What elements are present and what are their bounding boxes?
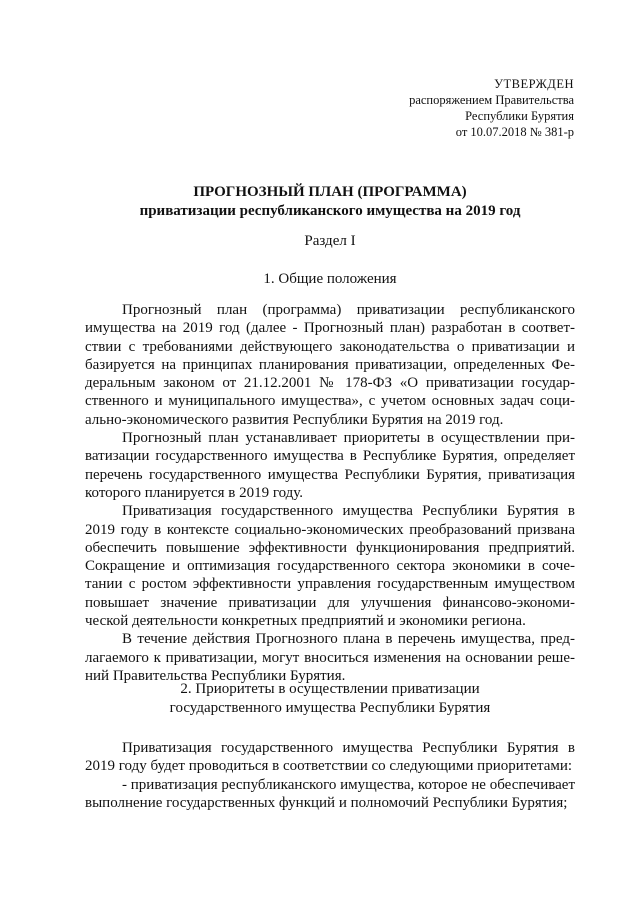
approval-issuer-region: Республики Бурятия — [465, 109, 574, 123]
approval-issuer: распоряжением Правительства — [409, 93, 574, 107]
paragraph: В течение действия Прогнозного плана в перечень имущества, предлагаемого к приватизации, могут вноситься изменения на основании решений Правительства Республики Бурятия. — [85, 631, 575, 684]
subsection-2-body — [85, 739, 575, 812]
subsection-2-title-line-2: государственного имущества Республики Бурятия — [169, 700, 491, 716]
approval-title: УТВЕРЖДЕН — [494, 77, 574, 91]
subsection-2-title — [85, 680, 575, 718]
document-title — [85, 183, 575, 221]
approval-stamp — [314, 76, 574, 140]
subsection-2-title-line-1: 2. Приоритеты в осуществлении приватизации — [180, 681, 480, 697]
paragraph: Приватизация государственного имущества Республики Бурятия в 2019 году в контексте социально-экономических преобразований призвана обеспечить повышение эффективности функционирования предприятий. Сокращение и оптимизация государственного сектора экономики в сочетании с ростом эффективности управления государственным имуществом повышает значение приватизации для улучшения финансово-экономической деятельности конкретных предприятий и экономики региона. — [85, 503, 575, 630]
paragraph: Прогнозный план (программа) приватизации республиканского имущества на 2019 год (далее - Прогнозный план) разработан в соответствии с требованиями действующего законодательства о приватизации и базируется на принципах планирования приватизации, определенных Федеральным законом от 21.12.2001 № 178-ФЗ «О приватизации государственного и муниципального имущества», с учетом основных задач социально-экономического развития Республики Бурятия на 2019 год. — [85, 302, 575, 428]
document-title-line-1: ПРОГНОЗНЫЙ ПЛАН (ПРОГРАММА) — [193, 184, 467, 200]
paragraph: Приватизация государственного имущества Республики Бурятия в 2019 году будет проводиться в соответствии со следующими приоритетами: — [85, 740, 575, 775]
subsection-1-body — [85, 301, 575, 685]
subsection-1-title: 1. Общие положения — [263, 271, 397, 287]
approval-date-number: от 10.07.2018 № 381-р — [455, 125, 574, 139]
list-item: - приватизация республиканского имущества, которое не обеспечивает выполнение государственных функций и полномочий Республики Бурятия; — [85, 776, 575, 811]
section-label: Раздел I — [304, 233, 356, 249]
paragraph: Прогнозный план устанавливает приоритеты в осуществлении приватизации государственного имущества в Республике Бурятия, определяет перечень государственного имущества Республики Бурятия, приватизация которого планируется в 2019 году. — [85, 430, 575, 501]
document-title-line-2: приватизации республиканского имущества на 2019 год — [139, 203, 521, 219]
